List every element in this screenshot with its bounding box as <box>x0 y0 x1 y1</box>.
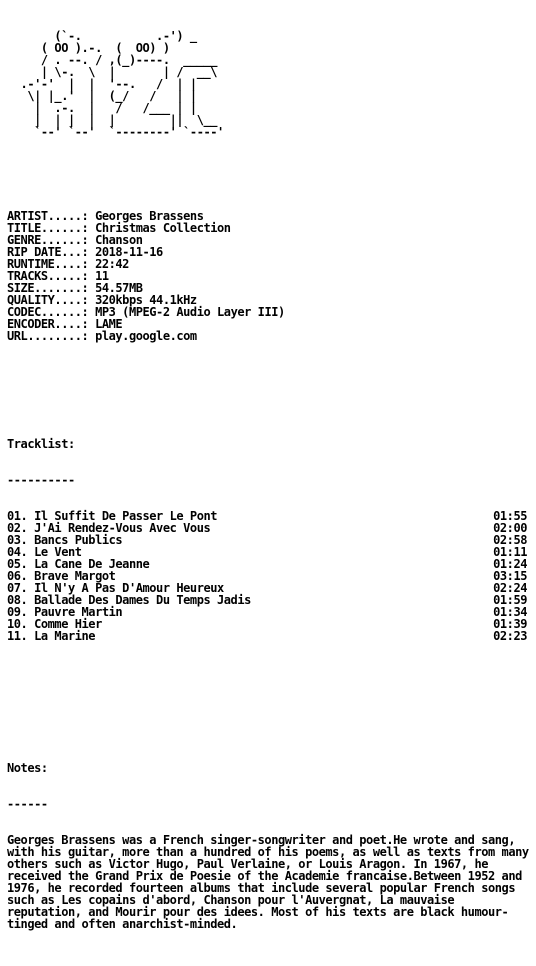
track-duration: 01:59 <box>493 593 527 607</box>
ascii-art-line: | \-. \ | | / __\ <box>7 65 218 79</box>
info-value: MP3 (MPEG-2 Audio Layer III) <box>95 305 285 319</box>
spacer <box>7 690 531 702</box>
info-key: RIP DATE...: <box>7 245 96 259</box>
track-duration: 01:39 <box>493 617 527 631</box>
track-duration: 01:34 <box>493 605 527 619</box>
track-title: 04. Le Vent <box>7 545 82 559</box>
info-row <box>7 330 531 342</box>
info-value: LAME <box>95 317 123 331</box>
spacer <box>7 366 531 378</box>
info-value: 22:42 <box>95 257 129 271</box>
ascii-art-line: | .-. | / /___ | | <box>7 101 197 115</box>
notes-body: Georges Brassens was a French singer-songwriter and poet.He wrote and sang, with his guitar, more than a hundred of his poems, as well as texts from many others such as Victor Hugo, Paul Verlaine, or Louis Aragon. In 1967, he received the Grand Prix de Poesie of the Academie francaise.Between 1952 and 1976, he recorded fourteen albums that include several popular French songs such as Les copains d'abord, Chanson pour l'Auvergnat, La mauvaise reputation, and Mourir pour des idees. Most of his texts are black humour-tinged and often anarchist-minded. <box>7 833 529 931</box>
track-duration: 02:24 <box>493 581 527 595</box>
track-duration: 01:11 <box>493 545 527 559</box>
notes-heading: Notes: <box>7 761 48 775</box>
info-value: 11 <box>95 269 109 283</box>
spacer <box>7 162 531 174</box>
info-value: Christmas Collection <box>95 221 231 235</box>
tracklist-section <box>7 414 531 666</box>
ascii-art-line: `--' `--' `--------' `----' <box>7 125 224 139</box>
release-info <box>7 210 531 342</box>
track-duration: 02:58 <box>493 533 527 547</box>
info-key: ARTIST.....: <box>7 209 96 223</box>
ascii-art-logo <box>7 30 531 138</box>
ascii-art-line: \| |_.' | (_/ / | | <box>7 89 197 103</box>
nfo-document <box>7 6 531 966</box>
track-title: 03. Bancs Publics <box>7 533 123 547</box>
track-title: 01. Il Suffit De Passer Le Pont <box>7 509 218 523</box>
track-duration: 03:15 <box>493 569 527 583</box>
info-key: SIZE.......: <box>7 281 96 295</box>
track-title: 08. Ballade Des Dames Du Temps Jadis <box>7 593 251 607</box>
notes-section <box>7 738 531 954</box>
track-title: 11. La Marine <box>7 629 96 643</box>
info-key: URL........: <box>7 329 96 343</box>
info-key: GENRE......: <box>7 233 96 247</box>
track-title: 02. J'Ai Rendez-Vous Avec Vous <box>7 521 211 535</box>
info-value: Georges Brassens <box>95 209 204 223</box>
track-row <box>7 630 527 642</box>
track-list <box>7 510 531 642</box>
track-title: 07. Il N'y A Pas D'Amour Heureux <box>7 581 224 595</box>
ascii-art-line: (`-. .-') _ <box>7 29 197 43</box>
track-title: 10. Comme Hier <box>7 617 102 631</box>
track-duration: 02:00 <box>493 521 527 535</box>
info-key: QUALITY....: <box>7 293 96 307</box>
track-title: 05. La Cane De Jeanne <box>7 557 150 571</box>
info-value: 2018-11-16 <box>95 245 163 259</box>
tracklist-underline: ---------- <box>7 473 75 487</box>
info-key: TITLE......: <box>7 221 96 235</box>
track-duration: 01:24 <box>493 557 527 571</box>
ascii-art-line: | | | | | || \__ <box>7 113 218 127</box>
info-value: 320kbps 44.1kHz <box>95 293 197 307</box>
info-key: CODEC......: <box>7 305 96 319</box>
ascii-art-line: / . --. / ,(_)----. _____ <box>7 53 218 67</box>
track-duration: 01:55 <box>493 509 527 523</box>
ascii-art-line: ( OO ).-. ( OO) ) <box>7 41 170 55</box>
info-key: RUNTIME....: <box>7 257 96 271</box>
track-title: 09. Pauvre Martin <box>7 605 123 619</box>
track-duration: 02:23 <box>493 629 527 643</box>
info-key: ENCODER....: <box>7 317 96 331</box>
track-title: 06. Brave Margot <box>7 569 116 583</box>
info-value: play.google.com <box>95 329 197 343</box>
tracklist-heading: Tracklist: <box>7 437 75 451</box>
notes-underline: ------ <box>7 797 48 811</box>
track-row <box>7 534 527 546</box>
info-value: 54.57MB <box>95 281 143 295</box>
info-key: TRACKS.....: <box>7 269 96 283</box>
info-value: Chanson <box>95 233 143 247</box>
ascii-art-line: .-'-' | | '--. / | | <box>7 77 197 91</box>
